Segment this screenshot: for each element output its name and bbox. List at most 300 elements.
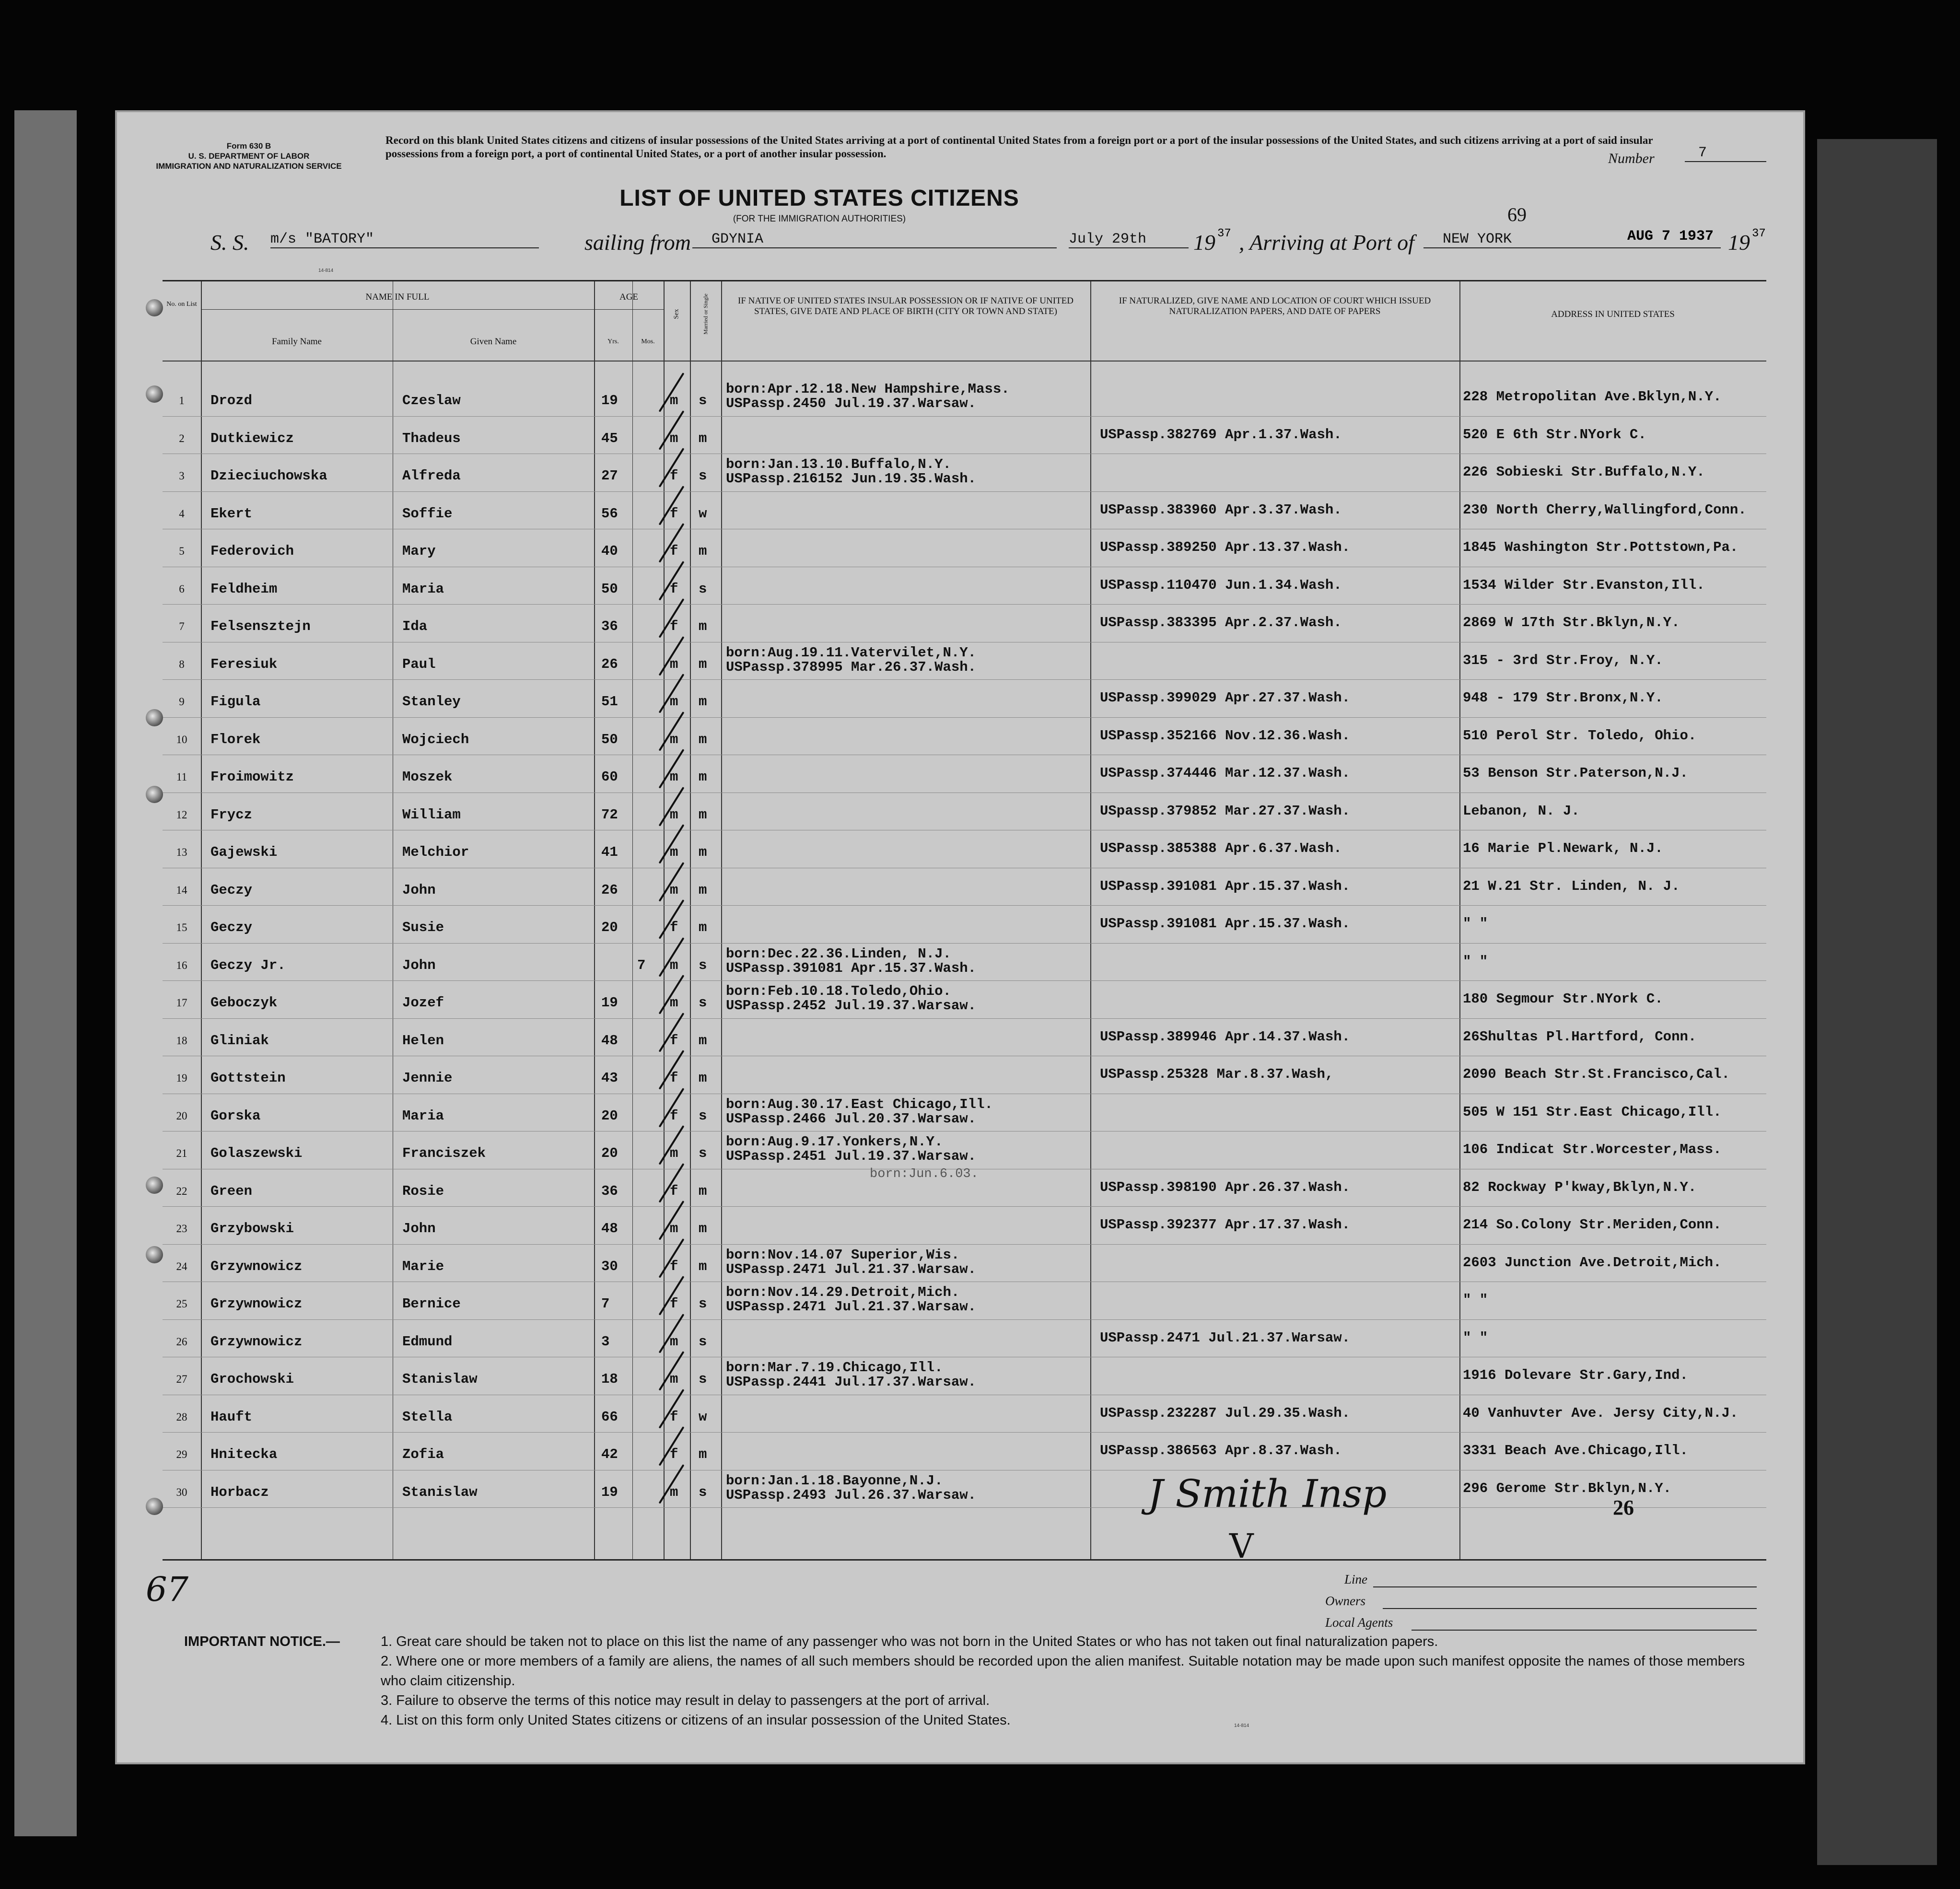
- us-address: 82 Rockway P'kway,Bklyn,N.Y.: [1463, 1179, 1697, 1195]
- family-name: Horbacz: [210, 1484, 269, 1500]
- row-number: 24: [176, 1260, 187, 1272]
- given-name: Alfreda: [402, 468, 461, 484]
- marital-status: s: [699, 1145, 707, 1161]
- age-years: 72: [601, 806, 618, 823]
- naturalization-papers: USPassp.391081 Apr.15.37.Wash.: [1100, 878, 1351, 894]
- table-row: [163, 872, 1766, 910]
- birth-passport-line: USPassp.2441 Jul.17.37.Warsaw.: [726, 1374, 977, 1390]
- manifest-sheet: [115, 110, 1805, 1764]
- given-name: Jozef: [402, 995, 444, 1011]
- age-years: 48: [601, 1221, 618, 1236]
- number-value: 7: [1685, 145, 1766, 162]
- row-number: 23: [176, 1223, 187, 1235]
- form-number: Form 630 B: [226, 141, 271, 151]
- marital-status: s: [699, 581, 707, 597]
- port-of-departure: GDYNIA: [692, 231, 1057, 248]
- table-row: [163, 758, 1766, 796]
- family-name: Hauft: [210, 1409, 253, 1425]
- local-agents-label: Local Agents: [1325, 1615, 1393, 1630]
- naturalization-papers: USPassp.383395 Apr.2.37.Wash.: [1100, 615, 1342, 630]
- film-edge-left: [14, 110, 77, 1836]
- birth-info-line: born:Nov.14.29.Detroit,Mich.: [726, 1284, 960, 1300]
- family-name: Geczy: [210, 882, 253, 898]
- table-row: [163, 1060, 1766, 1097]
- us-address: 520 E 6th Str.NYork C.: [1463, 426, 1646, 443]
- us-address: 230 North Cherry,Wallingford,Conn.: [1463, 501, 1747, 518]
- punch-hole: [146, 1246, 163, 1263]
- given-name: Stanislaw: [402, 1371, 478, 1387]
- page-count: 26: [1613, 1496, 1634, 1519]
- given-name: John: [402, 957, 436, 973]
- owners-label: Owners: [1325, 1594, 1366, 1608]
- family-name: Gottstein: [210, 1070, 286, 1086]
- table-row: [163, 1361, 1766, 1399]
- row-number: 6: [179, 583, 185, 595]
- header-divider: [201, 309, 594, 310]
- given-name: Stella: [402, 1409, 453, 1425]
- table-row: [163, 1210, 1766, 1248]
- birth-info-line: born:Nov.14.07 Superior,Wis.: [726, 1247, 960, 1263]
- table-row: [163, 683, 1766, 721]
- sex: m: [670, 393, 678, 408]
- form-identifier: [146, 141, 352, 171]
- row-number: 4: [179, 507, 185, 520]
- birth-passport-line: USPassp.2471 Jul.21.37.Warsaw.: [726, 1261, 977, 1277]
- us-address: " ": [1463, 916, 1488, 932]
- us-address: 505 W 151 Str.East Chicago,Ill.: [1463, 1104, 1722, 1120]
- arrival-year-prefix: 19: [1728, 230, 1750, 255]
- sex: m: [670, 1371, 678, 1387]
- given-name: Stanley: [402, 694, 461, 710]
- table-row: [163, 721, 1766, 759]
- sex: m: [670, 882, 678, 898]
- given-name: Moszek: [402, 769, 453, 785]
- row-number: 1: [179, 395, 185, 407]
- us-address: 228 Metropolitan Ave.Bklyn,N.Y.: [1463, 389, 1722, 405]
- age-years: 26: [601, 882, 618, 898]
- us-address: 1916 Dolevare Str.Gary,Ind.: [1463, 1367, 1688, 1383]
- family-name: Green: [210, 1183, 253, 1199]
- family-name: Dutkiewicz: [210, 430, 294, 446]
- notice-item-1: 1. Great care should be taken not to place on this list the name of any passenger who was not born in the United States or who has not taken out final naturalization papers.: [381, 1634, 1438, 1649]
- row-number: 26: [176, 1335, 187, 1348]
- sex: f: [670, 543, 678, 559]
- sex: m: [670, 769, 678, 785]
- faint-annotation: born:Jun.6.03.: [870, 1167, 979, 1181]
- row-number: 28: [176, 1411, 187, 1423]
- marital-status: s: [699, 393, 707, 408]
- page-mark: 69: [1507, 204, 1527, 225]
- row-number: 21: [176, 1147, 187, 1159]
- header-sex: Sex: [673, 309, 680, 319]
- given-name: Maria: [402, 1108, 444, 1124]
- age-years: 66: [601, 1409, 618, 1425]
- marital-status: s: [699, 468, 707, 484]
- row-number: 19: [176, 1072, 187, 1084]
- inspector-signature: J Smith Insp: [1148, 1471, 1387, 1516]
- record-instructions: Record on this blank United States citizens and citizens of insular possessions of the United States arriving at a port of continental United States from a foreign port or a port of the insular possessions of the United States, and such citizens arriving at a port of said insular possessions from a foreign port, a port of continental United States, or a port of another insular possession.: [385, 134, 1653, 160]
- age-years: 60: [601, 769, 618, 785]
- sex: m: [670, 1484, 678, 1500]
- punch-hole: [146, 1498, 163, 1515]
- given-name: Wojciech: [402, 731, 469, 747]
- marital-status: s: [699, 1484, 707, 1500]
- family-name: Dzieciuchowska: [210, 468, 327, 484]
- age-years: 19: [601, 393, 618, 408]
- family-name: Gajewski: [210, 844, 278, 860]
- row-number: 22: [176, 1185, 187, 1197]
- marital-status: m: [699, 1446, 707, 1462]
- sex: m: [670, 1145, 678, 1161]
- family-name: Federovich: [210, 543, 294, 559]
- birth-info-line: born:Feb.10.18.Toledo,Ohio.: [726, 983, 951, 999]
- birth-info-line: born:Aug.9.17.Yonkers,N.Y.: [726, 1134, 943, 1150]
- marital-status: m: [699, 769, 707, 785]
- table-row: [163, 1436, 1766, 1474]
- family-name: Geboczyk: [210, 995, 278, 1011]
- punch-hole: [146, 299, 163, 316]
- given-name: Bernice: [402, 1296, 461, 1312]
- table-row: [163, 495, 1766, 533]
- us-address: " ": [1463, 953, 1488, 969]
- marital-status: s: [699, 995, 707, 1011]
- naturalization-papers: USPassp.392377 Apr.17.37.Wash.: [1100, 1217, 1351, 1233]
- row-number: 9: [179, 696, 185, 708]
- birth-info-line: born:Apr.12.18.New Hampshire,Mass.: [726, 381, 1010, 397]
- arriving-label: , Arriving at Port of: [1239, 230, 1414, 255]
- sex: f: [670, 1032, 678, 1049]
- notice-item-3: 3. Failure to observe the terms of this notice may result in delay to passengers at the port of arrival.: [381, 1693, 990, 1708]
- birth-passport-line: USPassp.2450 Jul.19.37.Warsaw.: [726, 396, 977, 411]
- birth-passport-line: USPassp.216152 Jun.19.35.Wash.: [726, 471, 977, 487]
- family-name: Gliniak: [210, 1032, 269, 1049]
- us-address: 1845 Washington Str.Pottstown,Pa.: [1463, 539, 1738, 555]
- given-name: Paul: [402, 656, 436, 672]
- us-address: 16 Marie Pl.Newark, N.J.: [1463, 840, 1663, 856]
- sex: m: [670, 430, 678, 446]
- marital-status: m: [699, 806, 707, 823]
- small-form-code: 14-814: [318, 268, 334, 273]
- marital-status: s: [699, 1371, 707, 1387]
- age-years: 7: [601, 1296, 610, 1312]
- table-row: [163, 646, 1766, 684]
- departure-year-suffix: 37: [1217, 227, 1231, 240]
- given-name: Stanislaw: [402, 1484, 478, 1500]
- family-name: Geczy Jr.: [210, 957, 286, 973]
- us-address: 315 - 3rd Str.Froy, N.Y.: [1463, 652, 1663, 668]
- sex: f: [670, 920, 678, 935]
- port-of-arrival: NEW YORK: [1423, 231, 1721, 248]
- punch-hole: [146, 709, 163, 726]
- naturalization-papers: USPassp.391081 Apr.15.37.Wash.: [1100, 916, 1351, 932]
- family-name: Grzywnowicz: [210, 1296, 303, 1312]
- marital-status: w: [699, 1409, 707, 1425]
- notice-item-4: 4. List on this form only United States citizens or citizens of an insular possession of the United States.: [381, 1713, 1011, 1728]
- us-address: 1534 Wilder Str.Evanston,Ill.: [1463, 577, 1705, 593]
- naturalization-papers: USPassp.382769 Apr.1.37.Wash.: [1100, 426, 1342, 443]
- row-number: 14: [176, 884, 187, 896]
- sex: f: [670, 1258, 678, 1274]
- given-name: John: [402, 882, 436, 898]
- age-years: 3: [601, 1333, 610, 1350]
- age-years: 41: [601, 844, 618, 860]
- naturalization-papers: USPassp.25328 Mar.8.37.Wash,: [1100, 1066, 1334, 1082]
- table-row: [163, 382, 1766, 420]
- row-number: 13: [176, 846, 187, 858]
- row-number: 10: [176, 733, 187, 746]
- table-row: [163, 1022, 1766, 1060]
- row-number: 7: [179, 620, 185, 632]
- birth-info-line: born:Jan.1.18.Bayonne,N.J.: [726, 1472, 943, 1489]
- important-notice: [184, 1632, 1766, 1730]
- marital-status: m: [699, 430, 707, 446]
- sex: f: [670, 1070, 678, 1086]
- age-years: 20: [601, 1145, 618, 1161]
- marital-status: m: [699, 694, 707, 710]
- naturalization-papers: USPassp.389946 Apr.14.37.Wash.: [1100, 1028, 1351, 1045]
- age-years: 36: [601, 1183, 618, 1199]
- ship-name: m/s "BATORY": [270, 231, 539, 248]
- marital-status: s: [699, 957, 707, 973]
- family-name: Grzywnowicz: [210, 1333, 303, 1350]
- table-row: [163, 1097, 1766, 1135]
- sailing-from-label: sailing from: [584, 230, 691, 255]
- marital-status: m: [699, 731, 707, 747]
- sex: m: [670, 694, 678, 710]
- naturalization-papers: USpassp.379852 Mar.27.37.Wash.: [1100, 803, 1351, 819]
- row-number: 18: [176, 1034, 187, 1047]
- marital-status: m: [699, 1183, 707, 1199]
- given-name: Melchior: [402, 844, 469, 860]
- marital-status: m: [699, 1032, 707, 1049]
- notice-item-2: 2. Where one or more members of a family are aliens, the names of all such members should be recorded upon the alien manifest. Suitable notation may be made upon such manifest opposite the names of those members who claim citizenship.: [381, 1654, 1745, 1689]
- us-address: 510 Perol Str. Toledo, Ohio.: [1463, 727, 1697, 744]
- us-address: 226 Sobieski Str.Buffalo,N.Y.: [1463, 464, 1705, 480]
- age-years: 42: [601, 1446, 618, 1462]
- given-name: John: [402, 1221, 436, 1236]
- family-name: Grzywnowicz: [210, 1258, 303, 1274]
- family-name: Hnitecka: [210, 1446, 278, 1462]
- row-number: 16: [176, 959, 187, 971]
- table-row: [163, 947, 1766, 985]
- birth-info-line: born:Dec.22.36.Linden, N.J.: [726, 945, 951, 962]
- bottom-form-code: 14-814: [1234, 1723, 1249, 1728]
- table-row: [163, 608, 1766, 646]
- marital-status: m: [699, 543, 707, 559]
- sex: m: [670, 656, 678, 672]
- birth-passport-line: USPassp.391081 Apr.15.37.Wash.: [726, 960, 977, 976]
- owners-rule: [1383, 1608, 1757, 1609]
- sex: f: [670, 1409, 678, 1425]
- birth-info-line: born:Aug.30.17.East Chicago,Ill.: [726, 1096, 993, 1112]
- header-married-single: Married or Single: [702, 293, 709, 335]
- naturalization-papers: USPassp.386563 Apr.8.37.Wash.: [1100, 1443, 1342, 1458]
- voyage-line: [117, 227, 1807, 266]
- us-address: Lebanon, N. J.: [1463, 803, 1580, 819]
- marital-status: m: [699, 656, 707, 672]
- marital-status: m: [699, 1258, 707, 1274]
- row-number: 11: [176, 771, 187, 783]
- birth-passport-line: USPassp.2471 Jul.21.37.Warsaw.: [726, 1299, 977, 1315]
- naturalization-papers: USPassp.352166 Nov.12.36.Wash.: [1100, 727, 1351, 744]
- us-address: 296 Gerome Str.Bklyn,N.Y.: [1463, 1480, 1672, 1496]
- birth-info-line: born:Mar.7.19.Chicago,Ill.: [726, 1360, 943, 1376]
- table-row: [163, 1323, 1766, 1361]
- age-years: 50: [601, 731, 618, 747]
- given-name: Franciszek: [402, 1145, 486, 1161]
- us-address: 106 Indicat Str.Worcester,Mass.: [1463, 1142, 1722, 1157]
- family-name: Golaszewski: [210, 1145, 303, 1161]
- given-name: Ida: [402, 618, 428, 634]
- sex: f: [670, 1446, 678, 1462]
- us-address: 21 W.21 Str. Linden, N. J.: [1463, 878, 1680, 894]
- row-number: 12: [176, 808, 187, 821]
- line-label: Line: [1344, 1572, 1368, 1586]
- row-number: 5: [179, 545, 185, 557]
- header-family-name: Family Name: [272, 337, 322, 347]
- birth-passport-line: USPassp.378995 Mar.26.37.Wash.: [726, 659, 977, 675]
- marital-status: w: [699, 505, 707, 522]
- given-name: Maria: [402, 581, 444, 597]
- family-name: Geczy: [210, 920, 253, 935]
- family-name: Felsensztejn: [210, 618, 311, 634]
- sex: f: [670, 618, 678, 634]
- us-address: " ": [1463, 1329, 1488, 1346]
- service-name: IMMIGRATION AND NATURALIZATION SERVICE: [156, 162, 342, 171]
- birth-passport-line: USPassp.2466 Jul.20.37.Warsaw.: [726, 1110, 977, 1127]
- row-number: 17: [176, 997, 187, 1009]
- header-given-name: Given Name: [470, 337, 517, 347]
- table-row: [163, 1248, 1766, 1286]
- naturalization-papers: USPassp.383960 Apr.3.37.Wash.: [1100, 501, 1342, 518]
- naturalization-papers: USPassp.385388 Apr.6.37.Wash.: [1100, 840, 1342, 856]
- table-row: [163, 796, 1766, 834]
- given-name: Marie: [402, 1258, 444, 1274]
- birth-passport-line: USPassp.2451 Jul.19.37.Warsaw.: [726, 1148, 977, 1164]
- given-name: William: [402, 806, 461, 823]
- sex: f: [670, 468, 678, 484]
- given-name: Susie: [402, 920, 444, 935]
- us-address: 53 Benson Str.Paterson,N.J.: [1463, 765, 1688, 781]
- page-title: LIST OF UNITED STATES CITIZENS: [619, 186, 1019, 211]
- line-rule: [1373, 1586, 1757, 1587]
- margin-mark: 67: [146, 1570, 189, 1609]
- marital-status: m: [699, 844, 707, 860]
- birth-passport-line: USPassp.2452 Jul.19.37.Warsaw.: [726, 998, 977, 1014]
- table-row: [163, 420, 1766, 458]
- given-name: Czeslaw: [402, 393, 461, 408]
- marital-status: m: [699, 618, 707, 634]
- header-age: AGE: [619, 292, 639, 302]
- naturalization-papers: USPassp.2471 Jul.21.37.Warsaw.: [1100, 1329, 1351, 1346]
- row-number: 3: [179, 470, 185, 482]
- sex: m: [670, 806, 678, 823]
- marital-status: m: [699, 920, 707, 935]
- notice-heading: IMPORTANT NOTICE.—: [184, 1634, 340, 1649]
- row-number: 2: [179, 432, 185, 444]
- row-number: 29: [176, 1448, 187, 1460]
- header-address: ADDRESS IN UNITED STATES: [1551, 309, 1675, 319]
- table-row: [163, 984, 1766, 1022]
- age-years: 19: [601, 995, 618, 1011]
- us-address: 2869 W 17th Str.Bklyn,N.Y.: [1463, 615, 1680, 630]
- family-name: Grochowski: [210, 1371, 294, 1387]
- us-address: 214 So.Colony Str.Meriden,Conn.: [1463, 1217, 1722, 1233]
- family-name: Drozd: [210, 393, 253, 408]
- birth-passport-line: USPassp.2493 Jul.26.37.Warsaw.: [726, 1487, 977, 1503]
- header-name-in-full: NAME IN FULL: [365, 292, 430, 302]
- naturalization-papers: USPassp.389250 Apr.13.37.Wash.: [1100, 539, 1351, 555]
- naturalization-papers: USPassp.374446 Mar.12.37.Wash.: [1100, 765, 1351, 781]
- ss-label: S. S.: [210, 230, 249, 255]
- given-name: Jennie: [402, 1070, 453, 1086]
- inspector-initial-mark: V: [1229, 1527, 1254, 1566]
- age-years: 45: [601, 430, 618, 446]
- punch-hole: [146, 786, 163, 803]
- marital-status: s: [699, 1296, 707, 1312]
- table-row: [163, 571, 1766, 608]
- marital-status: m: [699, 882, 707, 898]
- sex: f: [670, 1296, 678, 1312]
- punch-hole: [146, 385, 163, 403]
- row-number: 8: [179, 658, 185, 670]
- us-address: 2603 Junction Ave.Detroit,Mich.: [1463, 1254, 1722, 1271]
- department-name: U. S. DEPARTMENT OF LABOR: [188, 152, 310, 161]
- age-months: 7: [637, 957, 646, 973]
- family-name: Ekert: [210, 505, 253, 522]
- us-address: 40 Vanhuvter Ave. Jersy City,N.J.: [1463, 1405, 1738, 1421]
- given-name: Mary: [402, 543, 436, 559]
- age-years: 48: [601, 1032, 618, 1049]
- sex: m: [670, 844, 678, 860]
- given-name: Soffie: [402, 505, 453, 522]
- age-years: 56: [601, 505, 618, 522]
- family-name: Florek: [210, 731, 261, 747]
- arrival-stamp: AUG 7 1937: [1627, 228, 1714, 245]
- us-address: " ": [1463, 1292, 1488, 1308]
- row-number: 27: [176, 1373, 187, 1385]
- age-years: 36: [601, 618, 618, 634]
- agents-rule: [1412, 1630, 1757, 1631]
- family-name: Feldheim: [210, 581, 278, 597]
- birth-info-line: born:Aug.19.11.Vatervilet,N.Y.: [726, 644, 977, 661]
- age-years: 19: [601, 1484, 618, 1500]
- number-label: Number: [1608, 151, 1655, 166]
- us-address: 948 - 179 Str.Bronx,N.Y.: [1463, 690, 1663, 706]
- age-years: 43: [601, 1070, 618, 1086]
- naturalization-papers: USPassp.110470 Jun.1.34.Wash.: [1100, 577, 1342, 593]
- punch-hole: [146, 1177, 163, 1194]
- departure-year-prefix: 19: [1193, 230, 1215, 255]
- departure-date: July 29th: [1069, 231, 1189, 248]
- sex: m: [670, 957, 678, 973]
- table-row: [163, 1285, 1766, 1323]
- header-naturalization: IF NATURALIZED, GIVE NAME AND LOCATION OF COURT WHICH ISSUED NATURALIZATION PAPERS, AND DATE OF PAPERS: [1119, 296, 1431, 316]
- us-address: 180 Segmour Str.NYork C.: [1463, 991, 1663, 1007]
- table-row: [163, 457, 1766, 495]
- birth-info-line: born:Jan.13.10.Buffalo,N.Y.: [726, 456, 951, 472]
- family-name: Figula: [210, 694, 261, 710]
- sex: f: [670, 505, 678, 522]
- row-number: 30: [176, 1486, 187, 1498]
- given-name: Zofia: [402, 1446, 444, 1462]
- family-name: Grzybowski: [210, 1221, 294, 1236]
- marital-status: s: [699, 1108, 707, 1124]
- table-row: [163, 533, 1766, 571]
- age-years: 30: [601, 1258, 618, 1274]
- sex: m: [670, 995, 678, 1011]
- film-edge-right: [1817, 139, 1937, 1865]
